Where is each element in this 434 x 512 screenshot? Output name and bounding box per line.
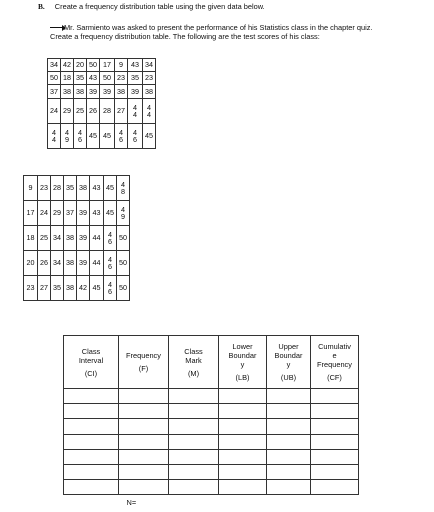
score-cell: 43 (87, 72, 100, 85)
score-cell: 26 (87, 99, 100, 124)
score-cell: 42 (61, 59, 74, 72)
answer-cell[interactable] (219, 480, 267, 495)
answer-cell[interactable] (169, 419, 219, 434)
section-instruction: Create a frequency distribution table using the given data below. (54, 2, 265, 11)
grid1-digit-stack: 4 4 (147, 102, 151, 119)
score-cell: 28 (51, 176, 64, 201)
answer-cell[interactable] (169, 449, 219, 464)
header-line: Upper (278, 342, 299, 351)
score-row (24, 226, 130, 251)
score-cell: 35 (51, 276, 64, 301)
score-cell: 29 (61, 99, 74, 124)
score-cell: 50 (117, 226, 130, 251)
score-cell: 39 (77, 201, 90, 226)
grid1-digit-stack: 4 6 (119, 127, 123, 144)
score-row (48, 59, 156, 72)
score-cell: 24 (48, 99, 61, 124)
answer-cell[interactable] (119, 464, 169, 479)
score-cell: 23 (143, 72, 156, 85)
grid2-digit-stack: 4 8 (121, 179, 125, 196)
answer-cell[interactable] (119, 434, 169, 449)
score-cell (61, 124, 74, 149)
score-cell (117, 201, 130, 226)
grid2-digit-stack: 4 6 (108, 279, 112, 296)
answer-cell[interactable] (119, 480, 169, 495)
answer-cell[interactable] (219, 419, 267, 434)
score-cell (117, 176, 130, 201)
score-cell: 50 (100, 72, 115, 85)
score-cell: 29 (51, 201, 64, 226)
answer-cell[interactable] (169, 404, 219, 419)
score-cell (48, 124, 61, 149)
score-cell: 34 (51, 251, 64, 276)
score-cell: 45 (87, 124, 100, 149)
answer-row (64, 449, 359, 464)
score-cell: 24 (38, 201, 51, 226)
answer-cell[interactable] (267, 404, 311, 419)
answer-cell[interactable] (267, 480, 311, 495)
score-cell: 38 (74, 85, 87, 99)
grid1-digit-stack: 4 9 (65, 127, 69, 144)
answer-cell[interactable] (311, 419, 359, 434)
score-cell: 38 (64, 226, 77, 251)
score-cell (104, 276, 117, 301)
score-row (24, 176, 130, 201)
total-row (64, 495, 359, 510)
frequency-distribution-table (63, 335, 359, 509)
header-line: Cumulativ (318, 342, 351, 351)
column-header (169, 336, 219, 389)
answer-row (64, 464, 359, 479)
score-cell: 23 (38, 176, 51, 201)
blank-cell (267, 495, 311, 510)
header-line: (F) (138, 364, 149, 373)
answer-cell[interactable] (267, 464, 311, 479)
score-cell: 17 (24, 201, 38, 226)
section-letter: B. (38, 2, 45, 11)
answer-cell[interactable] (311, 389, 359, 404)
header-line: Boundar (274, 351, 303, 360)
column-header (311, 336, 359, 389)
header-line: Class (184, 346, 203, 356)
score-row (24, 201, 130, 226)
score-row (24, 276, 130, 301)
answer-row (64, 404, 359, 419)
answer-cell[interactable] (219, 434, 267, 449)
score-cell: 20 (74, 59, 87, 72)
answer-cell[interactable] (311, 449, 359, 464)
answer-cell[interactable] (169, 389, 219, 404)
answer-cell[interactable] (64, 480, 119, 495)
score-cell (104, 226, 117, 251)
answer-cell[interactable] (219, 449, 267, 464)
answer-cell[interactable] (169, 434, 219, 449)
header-line: y (286, 360, 291, 369)
score-cell: 23 (115, 72, 128, 85)
score-cell: 28 (100, 99, 115, 124)
score-cell: 38 (143, 85, 156, 99)
score-cell: 34 (48, 59, 61, 72)
score-cell: 45 (104, 176, 117, 201)
answer-cell[interactable] (119, 389, 169, 404)
score-cell: 35 (128, 72, 143, 85)
header-line: Mark (185, 355, 202, 365)
scores-grid-raw (47, 58, 156, 149)
score-cell: 45 (143, 124, 156, 149)
header-line: Frequency (126, 351, 161, 360)
arrow-icon (50, 27, 63, 28)
answer-cell[interactable] (169, 464, 219, 479)
score-cell: 38 (61, 85, 74, 99)
answer-row (64, 389, 359, 404)
score-cell: 39 (77, 251, 90, 276)
score-cell: 50 (48, 72, 61, 85)
score-cell (74, 124, 87, 149)
answer-cell[interactable] (64, 389, 119, 404)
score-cell: 50 (117, 276, 130, 301)
header-line: Boundar (228, 351, 257, 360)
score-cell: 37 (48, 85, 61, 99)
score-cell: 9 (24, 176, 38, 201)
score-row (24, 251, 130, 276)
score-cell: 23 (24, 276, 38, 301)
header-line: Interval (78, 355, 104, 365)
score-cell: 38 (77, 176, 90, 201)
column-header (267, 336, 311, 389)
grid1-digit-stack: 4 6 (78, 127, 82, 144)
score-cell: 45 (90, 276, 104, 301)
answer-cell[interactable] (219, 404, 267, 419)
score-cell: 26 (38, 251, 51, 276)
score-cell: 39 (128, 85, 143, 99)
score-row (48, 124, 156, 149)
score-cell: 18 (24, 226, 38, 251)
score-cell: 50 (117, 251, 130, 276)
answer-cell[interactable] (119, 449, 169, 464)
problem-text: Mr. Sarmiento was asked to present the performance of his Statistics class in the chapter quiz. Create a frequency distribution table. The following are the test scores of his class: (50, 23, 373, 41)
answer-cell[interactable] (119, 404, 169, 419)
score-cell: 38 (64, 251, 77, 276)
answer-cell[interactable] (311, 480, 359, 495)
header-line: e (332, 351, 337, 360)
header-line: Frequency (317, 360, 352, 369)
header-line: Lower (232, 342, 253, 351)
score-cell (128, 124, 143, 149)
grid1-digit-stack: 4 4 (52, 127, 56, 144)
score-cell: 20 (24, 251, 38, 276)
answer-cell[interactable] (219, 389, 267, 404)
answer-cell[interactable] (219, 464, 267, 479)
score-cell: 43 (90, 176, 104, 201)
score-cell: 43 (90, 201, 104, 226)
answer-cell[interactable] (267, 389, 311, 404)
score-cell: 39 (77, 226, 90, 251)
column-header (219, 336, 267, 389)
header-line: (CF) (327, 373, 342, 382)
answer-cell[interactable] (311, 434, 359, 449)
score-cell: 38 (64, 276, 77, 301)
problem-paragraph (50, 24, 395, 41)
answer-cell[interactable] (64, 404, 119, 419)
answer-cell[interactable] (64, 419, 119, 434)
answer-row (64, 480, 359, 495)
score-row (48, 85, 156, 99)
answer-cell[interactable] (64, 434, 119, 449)
score-cell: 18 (61, 72, 74, 85)
score-cell: 34 (143, 59, 156, 72)
answer-cell[interactable] (64, 449, 119, 464)
score-cell: 34 (51, 226, 64, 251)
answer-cell[interactable] (119, 419, 169, 434)
grid1-digit-stack: 4 6 (133, 127, 137, 144)
score-cell: 50 (87, 59, 100, 72)
score-row (48, 99, 156, 124)
score-cell (143, 99, 156, 124)
header-line: y (240, 360, 245, 369)
score-cell (128, 99, 143, 124)
score-row (48, 72, 156, 85)
grid2-digit-stack: 4 6 (108, 229, 112, 246)
score-cell (115, 124, 128, 149)
blank-cell (169, 495, 219, 510)
score-cell: 27 (38, 276, 51, 301)
grid1-digit-stack: 4 4 (133, 102, 137, 119)
n-total-label: N= (119, 495, 169, 510)
header-line: (UB) (280, 373, 297, 382)
header-line: (LB) (235, 373, 250, 382)
score-cell: 17 (100, 59, 115, 72)
blank-cell (64, 495, 119, 510)
column-header (119, 336, 169, 389)
answer-cell[interactable] (267, 434, 311, 449)
blank-cell (311, 495, 359, 510)
answer-cell[interactable] (169, 480, 219, 495)
score-cell: 9 (115, 59, 128, 72)
answer-row (64, 434, 359, 449)
score-cell: 27 (115, 99, 128, 124)
grid2-digit-stack: 4 6 (108, 254, 112, 271)
score-cell: 44 (90, 251, 104, 276)
score-cell: 45 (100, 124, 115, 149)
header-line: Class (81, 346, 101, 356)
column-header (64, 336, 119, 389)
answer-cell[interactable] (64, 464, 119, 479)
grid2-digit-stack: 4 9 (121, 204, 125, 221)
score-cell: 39 (87, 85, 100, 99)
score-cell: 42 (77, 276, 90, 301)
score-cell: 25 (38, 226, 51, 251)
answer-cell[interactable] (311, 404, 359, 419)
score-cell: 44 (90, 226, 104, 251)
score-cell: 43 (128, 59, 143, 72)
header-line: (CI) (84, 368, 98, 378)
score-cell: 35 (74, 72, 87, 85)
score-cell: 39 (100, 85, 115, 99)
score-cell: 38 (115, 85, 128, 99)
header-line: (M) (187, 368, 200, 378)
score-cell: 25 (74, 99, 87, 124)
answer-cell[interactable] (267, 419, 311, 434)
score-cell: 35 (64, 176, 77, 201)
score-cell (104, 251, 117, 276)
blank-cell (219, 495, 267, 510)
answer-cell[interactable] (311, 464, 359, 479)
score-cell: 37 (64, 201, 77, 226)
section-heading (38, 2, 265, 11)
answer-row (64, 419, 359, 434)
score-cell: 45 (104, 201, 117, 226)
scores-grid-sorted (23, 175, 130, 301)
answer-cell[interactable] (267, 449, 311, 464)
